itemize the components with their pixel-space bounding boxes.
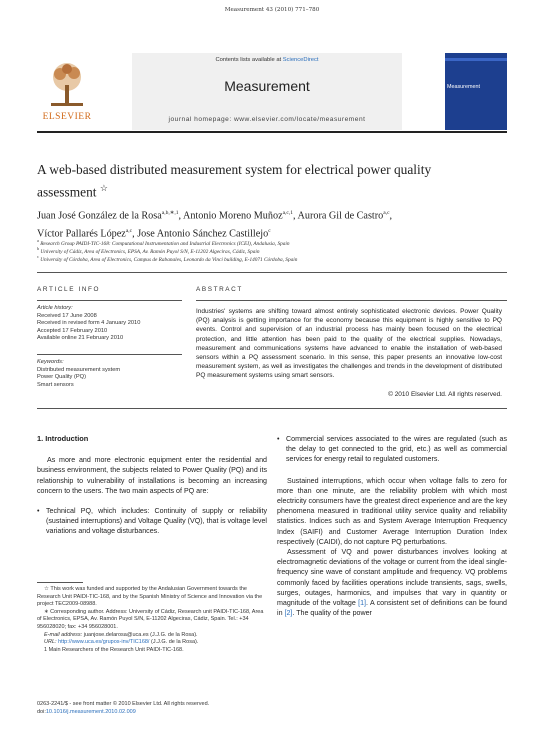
author-name[interactable]: Víctor Pallarés López — [37, 228, 126, 240]
author-sup: a,b,∗,1 — [161, 210, 179, 216]
paragraph-text: . The quality of the power — [292, 609, 372, 618]
footnote — [37, 609, 267, 632]
title-line-2: assessment — [37, 184, 97, 200]
footnote-mark: 1 — [44, 646, 48, 653]
sciencedirect-link[interactable]: ScienceDirect — [282, 57, 319, 63]
contents-available-line — [132, 57, 402, 63]
elsevier-logo[interactable] — [37, 59, 97, 127]
affiliation-mark: a — [37, 238, 39, 243]
paragraph: As more and more electronic equipment enter the residential and business environment, the subjects related to Power Quality (PQ) and its relationship to vulnerability of installations is becoming an increasing concern to the users. The two main aspects of PQ are: — [37, 456, 267, 495]
paragraph — [277, 547, 507, 618]
author-sup: c — [268, 227, 271, 234]
url-link[interactable]: http://www.uca.es/grupos-inv/TIC168/ — [58, 639, 150, 646]
history-item: Accepted 17 February 2010 — [37, 327, 108, 334]
abstract-text: Industries' systems are shifting toward almost entirely sophisticated electronic devices. Power Quality (PQ) analysis is getting importance for the economy because this equipment is highly sensitive to PQ events. Control and supervision of an industrial process has mainly been focused on the electrical protection, and little attention has been paid to the quality of the electrical supplies. Nowadays, measurement and communications systems have advanced to enable the installation of web-based sensors within a PQ assessment scenario. In this sense, this paper presents an innovative low-cost measurement system, as well as investigates the challenges and trends in the development of distributed PQ measurement systems using smart sensors. — [196, 308, 502, 380]
bullet-marker: • — [37, 507, 40, 516]
cover-title: Measurement — [447, 84, 480, 90]
email-link[interactable]: juanjose.delarosa@uca.es (J.J.G. de la Rosa). — [83, 631, 198, 638]
body-left-column — [37, 434, 267, 537]
issn-doi-block — [37, 700, 267, 716]
affiliation-text: University of Córdoba, Area of Electronics, Campus de Rabanales, Leonardo da Vinci building, E-14071 Córdoba, Spain — [40, 256, 298, 263]
bullet-text: Commercial services associated to the wires are regulated (such as the delay to get connected to the grid, etc.) as well as commercial services for energy retail to regulated customers. — [286, 435, 507, 464]
footnote-text: Corresponding author. Address: University of Cádiz, Research unit PAIDI-TIC-168, Area of Electronics, EPSA, Av. Ramón Puyol S/N, E-11202 Algeciras, Cádiz, Spain. Tel.: +34 956028020; fax: +34 956028001. — [37, 608, 264, 630]
email-label: E-mail address: — [44, 631, 83, 638]
footnote-email — [37, 632, 267, 640]
bullet-item — [37, 506, 267, 537]
journal-cover-thumbnail[interactable] — [445, 53, 507, 130]
affiliation-mark: c — [37, 254, 39, 259]
footnote — [37, 647, 267, 655]
affiliation-text: University of Cádiz, Area of Electronics, EPSA, Av. Ramón Puyol S/N, E-11202 Algeciras, Cádiz, Spain — [40, 248, 260, 255]
affiliation-mark: b — [37, 246, 40, 251]
header-rule — [37, 131, 507, 133]
author-name[interactable]: Juan José González de la Rosa — [37, 210, 162, 222]
article-info-heading: ARTICLE INFO — [37, 286, 101, 293]
keywords-rule — [37, 354, 182, 355]
bullet-item — [277, 434, 507, 465]
footnote-text: This work was funded and supported by the Andalusian Government towards the Research Unit PAIDI-TIC-168, and by the Spanish Ministry of Science and Innovation via the project TEC2009-08988. — [37, 586, 263, 608]
footnote-mark: ☆ — [44, 586, 49, 592]
keyword-item: Power Quality (PQ) — [37, 374, 86, 381]
keyword-item: Smart sensors — [37, 381, 74, 388]
author-name[interactable]: , Antonio Moreno Muñoz — [178, 210, 283, 222]
elsevier-wordmark: ELSEVIER — [42, 112, 92, 122]
paragraph-text: Assessment of VQ and power disturbances involves looking at electromagnetic deviations of the voltage or current from the ideal single-frequency sine wave of constant amplitude and frequency. VQ problems commonly faced by facilities operations include transients, sags, swells, surges, outages, harmonics, and impulses that vary in quantity or magnitude of the voltage — [277, 548, 507, 608]
journal-citation-line: Measurement 43 (2010) 771–780 — [224, 7, 320, 13]
article-title — [37, 161, 507, 201]
author-name[interactable]: , Aurora Gil de Castro — [292, 210, 384, 222]
affiliation-text: Research Group PAIDI-TIC-168: Computational Instrumentation and Industrial Electronics (ICEI), Andalusia, Spain — [40, 240, 290, 247]
article-info-rule — [37, 300, 182, 301]
abstract-rule — [196, 300, 507, 301]
footnote-rule — [37, 582, 83, 583]
history-item: Received in revised form 4 January 2010 — [37, 320, 141, 327]
keyword-item: Distributed measurement system — [37, 366, 121, 373]
footnote-text: Main Researchers of the Research Unit PAIDI-TIC-168. — [48, 646, 184, 653]
keywords-label: Keywords: — [37, 359, 64, 365]
journal-homepage[interactable]: journal homepage: www.elsevier.com/locate/measurement — [168, 116, 366, 123]
paragraph: Sustained interruptions, which occur when voltage falls to zero for more than one minute, are the reliability problem with which most electricity consumers have the greatest direct experience and are the key phenomena measured in traditional utility service quality and reliability statistics. Indices such as and System Average Interruption Frequency Index (SAIFI) and Customer Average Interruption Duration Index respectively (CAIDI), do not capture PQ perturbations. — [277, 476, 507, 546]
footnote — [37, 586, 267, 609]
reference-link[interactable]: [1] — [358, 599, 367, 608]
author-list — [37, 206, 507, 242]
doi-link[interactable]: 10.1016/j.measurement.2010.02.009 — [45, 709, 136, 715]
history-item: Received 17 June 2008 — [37, 312, 97, 319]
title-line-1: A web-based distributed measurement system for electrical power quality — [37, 162, 432, 177]
affiliation — [37, 254, 507, 263]
doi-prefix: doi: — [37, 709, 46, 715]
history-item: Available online 21 February 2010 — [37, 335, 124, 342]
journal-title: Measurement — [224, 78, 310, 94]
author-sup: a,c — [125, 227, 133, 234]
bullet-marker: • — [277, 435, 280, 443]
contents-prefix: Contents lists available at — [215, 57, 283, 63]
footnote-url — [37, 639, 267, 647]
author-sup: a,c,1 — [282, 210, 293, 216]
footnotes — [37, 586, 267, 654]
author-name[interactable]: , Jose Antonio Sánchez Castillejo — [132, 228, 269, 240]
footnote-mark: ∗ — [44, 608, 49, 615]
url-label: URL: — [44, 639, 57, 646]
body-right-column — [277, 434, 507, 618]
section-heading-introduction: 1. Introduction — [37, 434, 89, 443]
journal-header — [37, 53, 507, 130]
url-suffix: (J.J.G. de la Rosa). — [149, 639, 199, 646]
title-star-footnote-mark[interactable]: ☆ — [99, 183, 108, 193]
article-history — [37, 305, 182, 343]
bullet-text: Technical PQ, which includes: Continuity of supply or reliability (sustained interruptions) and Voltage Quality (VQ), that is voltage level variations and voltage disturbances. — [46, 507, 267, 536]
history-label: Article history: — [37, 305, 73, 311]
issn-line: 0263-2241/$ - see front matter © 2010 Elsevier Ltd. All rights reserved. — [37, 701, 210, 707]
elsevier-tree-icon — [45, 59, 89, 109]
paragraph-text: . A consistent set of definitions can be found in — [277, 599, 507, 618]
affiliation-rule — [37, 272, 507, 273]
abstract-bottom-rule — [37, 408, 507, 409]
author-sup: a,c — [383, 210, 390, 216]
abstract-copyright: © 2010 Elsevier Ltd. All rights reserved. — [388, 391, 502, 398]
author-separator: , — [389, 210, 393, 222]
cover-band — [445, 58, 507, 61]
keywords — [37, 359, 182, 389]
abstract-heading: ABSTRACT — [196, 286, 243, 293]
reference-link[interactable]: [2] — [284, 609, 293, 618]
